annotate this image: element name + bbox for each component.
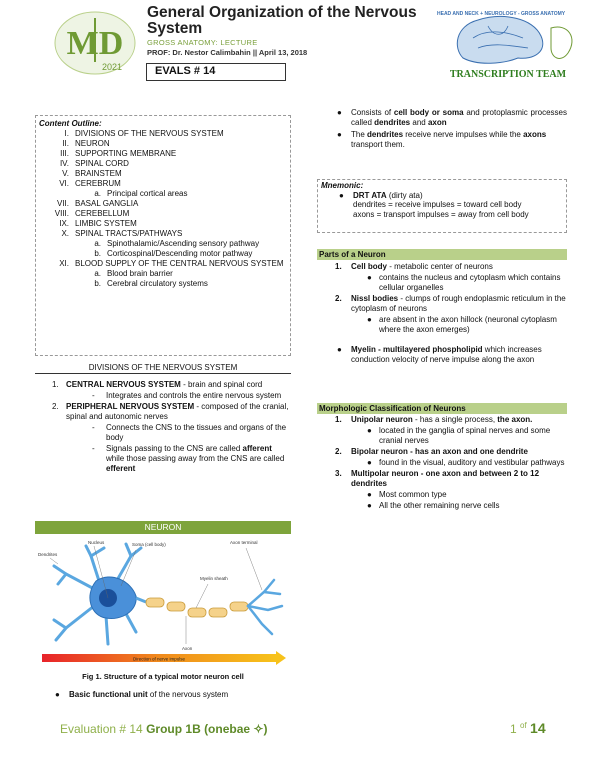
term: dendrites (374, 118, 411, 127)
outline-number: V. (62, 169, 69, 178)
item-number: 2. (335, 447, 342, 456)
text: - has a single process, (412, 415, 498, 424)
pns-term: PERIPHERAL NERVOUS SYSTEM (66, 402, 195, 411)
md-logo (52, 10, 138, 76)
label-direction: Direction of nerve impulse (132, 656, 186, 662)
outline-number: IX. (59, 219, 69, 228)
term: dendrites (367, 130, 404, 139)
text: (dirty ata) (386, 190, 423, 200)
outline-number: VI. (59, 179, 69, 188)
basic-desc: of the nervous system (147, 690, 229, 699)
outline-item (39, 249, 287, 259)
outline-item (39, 179, 287, 189)
page-number (510, 720, 546, 736)
list-item (52, 402, 292, 422)
term: axon (427, 118, 447, 127)
list-item (317, 469, 567, 489)
neuron-heading: NEURON (35, 521, 291, 534)
outline-text: BLOOD SUPPLY OF THE CENTRAL NERVOUS SYSTEM (75, 259, 284, 268)
outline-number: III. (60, 149, 69, 158)
morph-heading: Morphologic Classification of Neurons (317, 403, 567, 414)
outline-number: b. (94, 249, 101, 258)
outline-number: b. (94, 279, 101, 288)
item-number: 1. (52, 380, 59, 389)
outline-text: SPINAL CORD (75, 159, 129, 168)
basic-term: Basic functional unit (69, 690, 148, 699)
evals-label: EVALS # 14 (146, 63, 286, 81)
footer-eval-text: Evaluation # 14 (60, 722, 147, 736)
footer-group: Group 1B (onebae ✧) (146, 722, 268, 736)
text: which increases conduction velocity of nerve impulse along the axon (351, 345, 542, 364)
neuron-bullets (317, 108, 567, 152)
outline-text: SPINAL TRACTS/PATHWAYS (75, 229, 183, 238)
item-number: 2. (335, 294, 342, 303)
outline-item (39, 169, 287, 179)
professor-line: PROF: Dr. Nestor Calimbahin || April 13, 2018 (147, 48, 308, 57)
content-outline (35, 115, 291, 356)
term: - has an axon and one dendrite (407, 447, 528, 456)
text: Signals passing to the CNS are called (106, 444, 243, 453)
logo-year: 2021 (101, 62, 123, 72)
list-item: - Integrates and controls the entire nervous system (92, 391, 282, 400)
item-number: 1. (335, 415, 342, 424)
outline-number: a. (94, 239, 101, 248)
outline-text: BASAL GANGLIA (75, 199, 139, 208)
document-title: General Organization of the Nervous System (147, 4, 417, 37)
text: contains the nucleus and cytoplasm which contains cellular organelles (379, 273, 561, 292)
text: while those passing away from the CNS are called (106, 454, 285, 463)
list-item: - Connects the CNS to the tissues and organs of the body (52, 423, 292, 443)
text: Consists of (351, 108, 394, 117)
cns-desc: - brain and spinal cord (180, 380, 263, 389)
svg-text:MD: MD (66, 25, 124, 62)
list-item (317, 447, 567, 457)
mnemonic-box: Mnemonic: ● DRT ATA (dirty ata) dendrites = receive impulses = toward cell body axons = transport impulses = away from cell body (317, 179, 567, 233)
text: The (351, 130, 368, 139)
term: cell body or soma (393, 108, 464, 117)
label-axon: Axon (182, 646, 193, 651)
outline-text: CEREBRUM (75, 179, 121, 188)
outline-item (39, 199, 287, 209)
text: and (410, 118, 428, 127)
list-item: ● located in the ganglia of spinal nerves and some cranial nerves (317, 426, 567, 446)
outline-text: Blood brain barrier (107, 269, 173, 278)
efferent-term: efferent (106, 464, 136, 473)
mnemonic-line: axons = transport impulses = away from cell body (353, 209, 529, 219)
page-of: of (520, 721, 527, 730)
cns-term: CENTRAL NERVOUS SYSTEM (66, 380, 181, 389)
mnemonic-line: dendrites = receive impulses = toward cell body (353, 200, 522, 209)
label-dendrites: Dendrites (38, 552, 58, 557)
term: Myelin - multilayered phospholipid (351, 345, 483, 354)
outline-item (39, 259, 287, 269)
outline-item (39, 219, 287, 229)
label-axon-terminal: Axon terminal (230, 540, 258, 545)
outline-number: IV. (59, 159, 69, 168)
outline-text: BRAINSTEM (75, 169, 122, 178)
outline-number: VII. (56, 199, 69, 208)
text: All the other remaining nerve cells (379, 501, 500, 510)
text: are absent in the axon hillock (neuronal cytoplasm where the axon emerges) (379, 315, 557, 334)
footer-evaluation (60, 722, 267, 736)
outline-item (39, 149, 287, 159)
pns-sub: Connects the CNS to the tissues and organs of the body (106, 423, 287, 442)
label-soma: Soma (cell body) (132, 542, 166, 547)
cns-sub: Integrates and controls the entire nervous system (106, 391, 282, 400)
text: Most common type (379, 490, 447, 499)
outline-text: Spinothalamic/Ascending sensory pathway (107, 239, 260, 248)
term: the axon. (497, 415, 533, 424)
text: receive nerve impulses while the (403, 130, 524, 139)
outline-number: XI. (59, 259, 69, 268)
document-subtitle: GROSS ANATOMY: LECTURE (147, 38, 258, 47)
list-item (317, 294, 567, 314)
outline-text: Principal cortical areas (107, 189, 188, 198)
list-item (317, 415, 567, 425)
label-myelin: Myelin sheath (200, 576, 228, 581)
term: axons (523, 130, 547, 139)
divisions-heading: DIVISIONS OF THE NERVOUS SYSTEM (35, 363, 291, 374)
outline-text: Corticospinal/Descending motor pathway (107, 249, 253, 258)
mnemonic-term: DRT ATA (353, 190, 387, 200)
text: found in the visual, auditory and vestibular pathways (379, 458, 565, 467)
outline-item (39, 129, 287, 139)
pns-desc: - composed of the cranial, spinal and autonomic nerves (66, 402, 289, 421)
team-label: TRANSCRIPTION TEAM (449, 69, 567, 80)
term: Multipolar neuron (351, 469, 419, 478)
list-item: ● Basic functional unit of the nervous system (55, 690, 229, 699)
text: and protoplasmic processes called (351, 108, 568, 127)
outline-text: Cerebral circulatory systems (107, 279, 208, 288)
figure-caption: Fig 1. Structure of a typical motor neuron cell (82, 672, 244, 681)
list-item (317, 262, 567, 272)
outline-item (39, 279, 287, 289)
text: located in the ganglia of spinal nerves and some cranial nerves (379, 426, 551, 445)
current-page: 1 (510, 722, 517, 736)
total-pages: 14 (530, 720, 546, 736)
parts-list (317, 262, 567, 367)
mnemonic-title: Mnemonic (321, 181, 361, 190)
outline-item (39, 209, 287, 219)
item-number: 2. (52, 402, 59, 411)
list-item: ● Consists of cell body or soma and protoplasmic processes called dendrites and axon (337, 108, 568, 127)
outline-number: I. (64, 129, 69, 138)
list-item: ● The dendrites receive nerve impulses while the axons transport them. (337, 130, 547, 149)
outline-number: a. (94, 269, 101, 278)
text: transport them. (351, 140, 405, 149)
term: Nissl bodies (351, 294, 399, 303)
outline-item (39, 229, 287, 239)
list-item: ● Myelin - multilayered phospholipid which increases conduction velocity of nerve impulse along the axon (337, 345, 542, 364)
list-item: ● DRT ATA (dirty ata) dendrites = receive impulses = toward cell body axons = transport impulses = away from cell body (339, 190, 529, 219)
transcription-team-logo (433, 8, 583, 80)
list-item: ● contains the nucleus and cytoplasm which contains cellular organelles (317, 273, 567, 293)
list-item: - Signals passing to the CNS are called afferent while those passing away from the CNS are called efferent (92, 444, 285, 473)
banner-text: HEAD AND NECK + NEUROLOGY - GROSS ANATOMY (437, 11, 566, 17)
outline-text: DIVISIONS OF THE NERVOUS SYSTEM (75, 129, 224, 138)
list-item: ● found in the visual, auditory and vestibular pathways (367, 458, 565, 467)
outline-text: NEURON (75, 139, 110, 148)
outline-number: a. (94, 189, 101, 198)
divisions-list (52, 380, 292, 475)
outline-text: SUPPORTING MEMBRANE (75, 149, 177, 158)
item-number: 1. (335, 262, 342, 271)
outline-item (39, 189, 287, 199)
outline-text: LIMBIC SYSTEM (75, 219, 137, 228)
outline-item (39, 139, 287, 149)
item-number: 3. (335, 469, 342, 478)
morph-list (317, 415, 567, 512)
text: - metabolic center of neurons (387, 262, 493, 271)
list-item: ● Most common type (367, 490, 447, 499)
outline-number: X. (61, 229, 69, 238)
outline-list (39, 129, 287, 289)
parts-heading: Parts of a Neuron (317, 249, 567, 260)
outline-item (39, 269, 287, 279)
outline-number: VIII. (54, 209, 69, 218)
outline-number: II. (62, 139, 69, 148)
term: - one axon and between 2 to 12 dendrites (351, 469, 540, 488)
term: Cell body (351, 262, 388, 271)
label-nucleus: Nucleus (88, 540, 105, 545)
afferent-term: afferent (242, 444, 272, 453)
list-item: ● All the other remaining nerve cells (367, 501, 500, 510)
outline-text: CEREBELLUM (75, 209, 130, 218)
list-item (52, 380, 292, 390)
neuron-diagram (36, 536, 288, 666)
text: - clumps of rough endoplasmic reticulum in the cytoplasm of neurons (351, 294, 566, 313)
outline-item (39, 239, 287, 249)
outline-title: Content Outline: (39, 119, 102, 128)
outline-item (39, 159, 287, 169)
term: Bipolar neuron (351, 447, 408, 456)
term: Unipolar neuron (351, 415, 413, 424)
list-item: ● are absent in the axon hillock (neuronal cytoplasm where the axon emerges) (317, 315, 567, 335)
